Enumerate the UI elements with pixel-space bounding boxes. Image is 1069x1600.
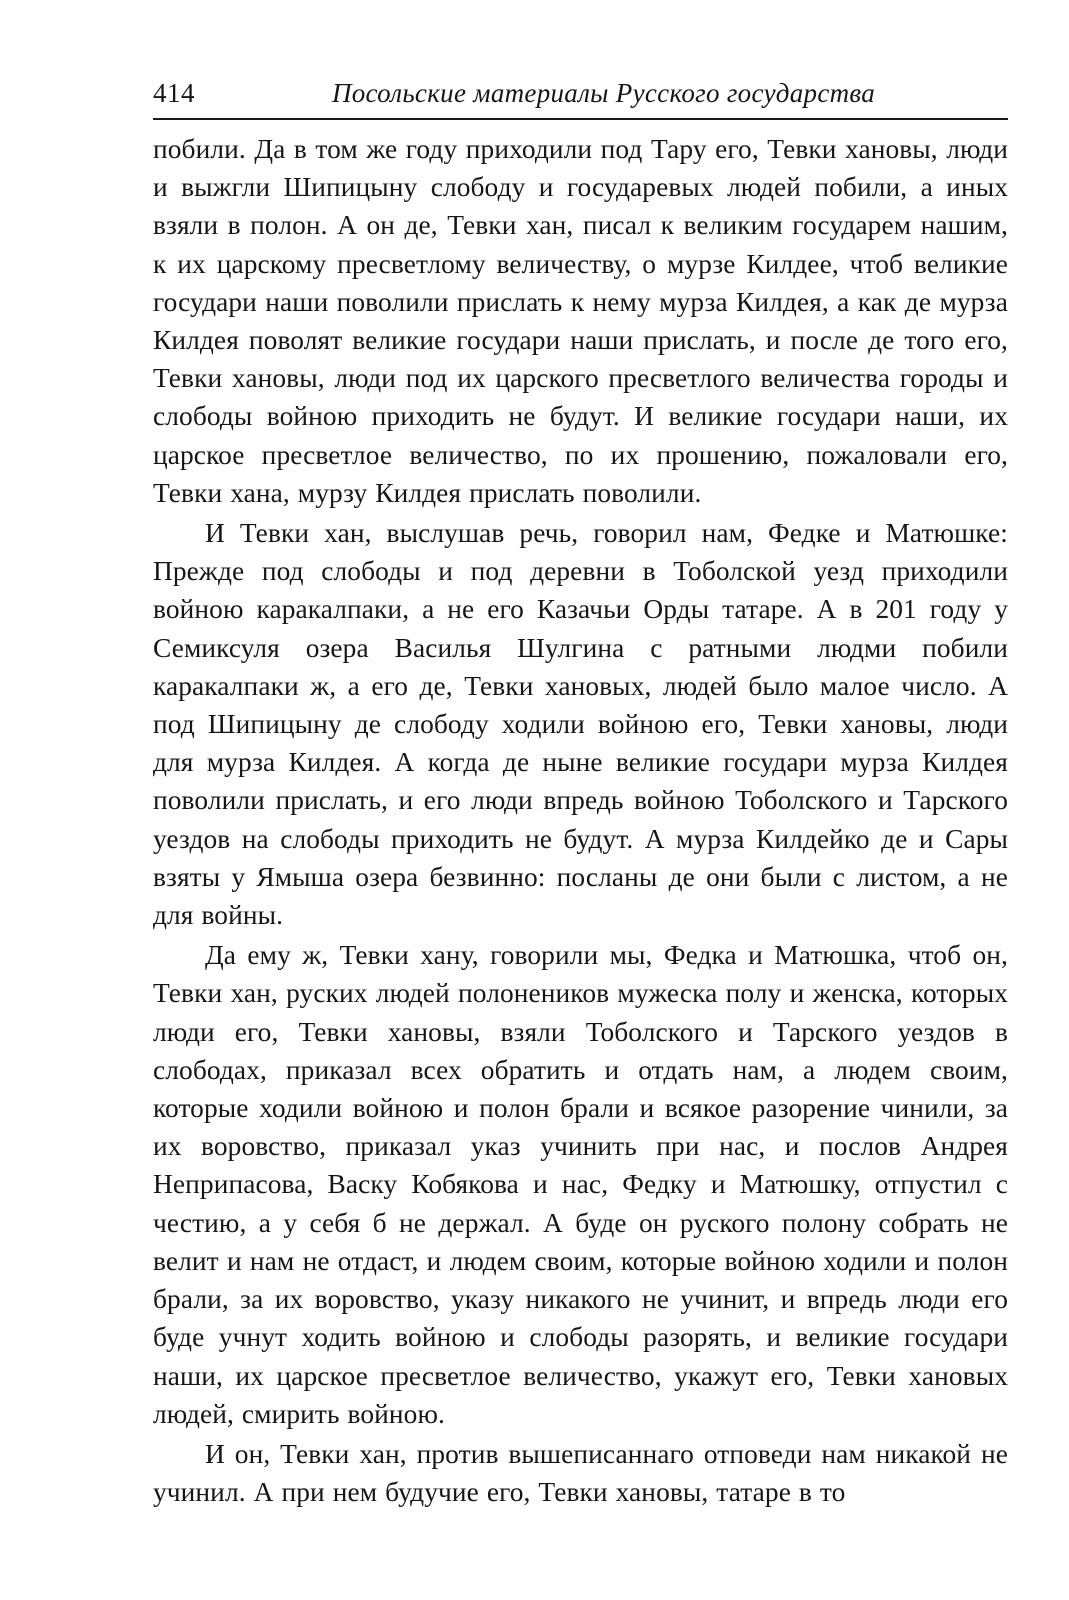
paragraph-2: И Тевки хан, выслушав речь, говорил нам, Федке и Матюшке: Прежде под слободы и под деревни в Тоболской уезд приходили войною каракалпаки, а не его Казачьи Орды татаре. А в 201 году у Семиксуля озера Василья Шулгина с ратными людми побили каракалпаки ж, а его де, Тевки хановых, людей было малое число. А под Шипицыну де слободу ходили войною его, Тевки хановы, люди для мурза Килдея. А когда де ныне великие государи мурза Килдея поволили прислать, и его люди впредь войною Тоболского и Тарского уездов на слободы приходить не будут. А мурза Килдейко де и Сары взяты у Ямыша озера безвинно: посланы де они были с листом, а не для войны. [153,518,1008,931]
paragraph-4: И он, Тевки хан, против вышеписаннаго отповеди нам никакой не учинил. А при нем будучие его, Тевки хановы, татаре в то [153,1438,1008,1508]
running-title: Посольские материалы Русского государства [331,78,876,108]
paragraph-1: побили. Да в том же году приходили под Тару его, Тевки хановы, люди и выжгли Шипицыну слободу и государевых людей побили, а иных взяли в полон. А он де, Тевки хан, писал к великим государем нашим, к их царскому пресветлому величеству, о мурзе Килдее, чтоб великие государи наши поволили прислать к нему мурза Килдея, а как де мурза Килдея поволят великие государи наши прислать, и после де того его, Тевки хановы, люди под их царского пресветлого величества городы и слободы войною приходить не будут. И великие государи наши, их царское пресветлое величество, по их прошению, пожаловали его, Тевки хана, мурзу Килдея прислать поволили. [153,134,1008,508]
paragraph-3: Да ему ж, Тевки хану, говорили мы, Федка и Матюшка, чтоб он, Тевки хан, руских людей полонеников мужеска полу и женска, которых люди его, Тевки хановы, взяли Тоболского и Тарского уездов в слободах, приказал всех обратить и отдать нам, а людем своим, которые ходили войною и полон брали и всякое разорение чинили, за их воровство, приказал указ учинить при нас, и послов Андрея Неприпасова, Васку Кобякова и нас, Федку и Матюшку, отпустил с честию, а у себя б не держал. А буде он руского полону собрать не велит и нам не отдаст, и людем своим, которые войною ходили и полон брали, за их воровство, указу никакого не учинит, и впредь люди его буде учнут ходить войною и слободы разорять, и великие государи наши, их царское пресветлое величество, укажут его, Тевки хановых людей, смирить войною. [153,940,1008,1429]
page-number: 414 [153,78,195,108]
body-text [153,130,1008,1511]
book-page [153,78,1008,1511]
running-head [153,78,1008,120]
